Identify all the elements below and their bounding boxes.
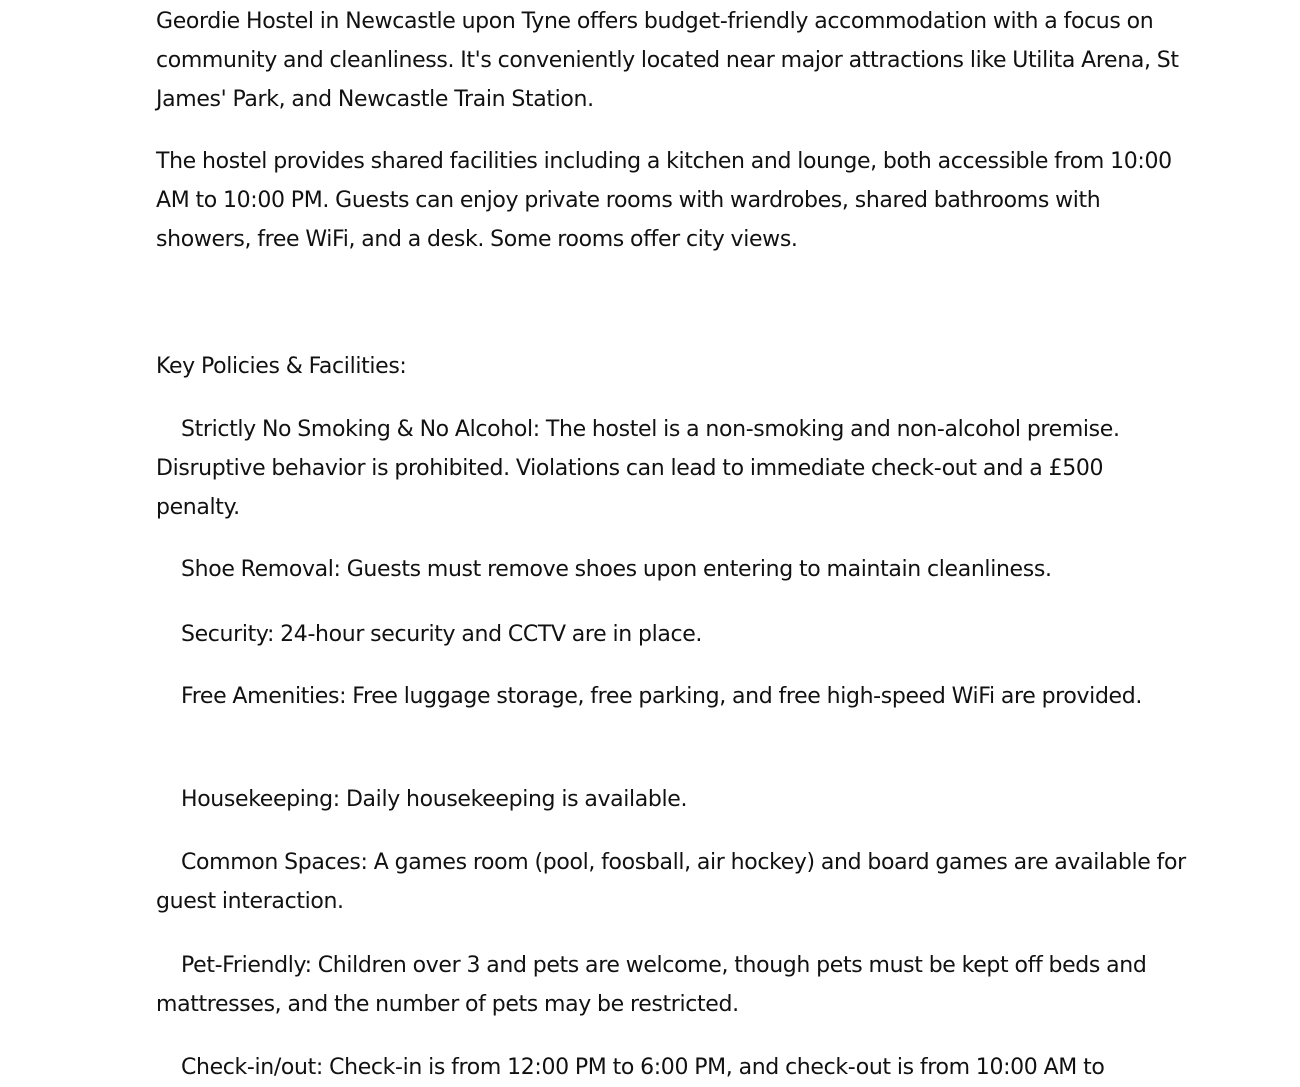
policy-housekeeping: Housekeeping: Daily housekeeping is available. <box>181 787 688 812</box>
policy-check-in-out: Check-in/out: Check-in is from 12:00 PM to 6:00 PM, and check-out is from 10:00 AM to <box>181 1055 1105 1080</box>
intro-paragraph-facilities: The hostel provides shared facilities including a kitchen and lounge, both accessible from 10:00 AM to 10:00 PM. Guests can enjoy private rooms with wardrobes, shared bathrooms with showers, free WiFi, and a desk. Some rooms offer city views. <box>156 149 1172 252</box>
policy-free-amenities: Free Amenities: Free luggage storage, free parking, and free high-speed WiFi are provided. <box>181 684 1142 709</box>
intro-paragraph-location: Geordie Hostel in Newcastle upon Tyne offers budget-friendly accommodation with a focus on community and cleanliness. It's conveniently located near major attractions like Utilita Arena, St James' Park, and Newcastle Train Station. <box>156 9 1179 112</box>
policy-shoe-removal: Shoe Removal: Guests must remove shoes upon entering to maintain cleanliness. <box>181 557 1052 582</box>
policy-security: Security: 24-hour security and CCTV are in place. <box>181 622 703 647</box>
policy-pet-friendly: Pet-Friendly: Children over 3 and pets are welcome, though pets must be kept off beds and mattresses, and the number of pets may be restricted. <box>156 953 1147 1017</box>
policy-no-smoking-alcohol: Strictly No Smoking & No Alcohol: The hostel is a non-smoking and non-alcohol premise. Disruptive behavior is prohibited. Violations can lead to immediate check-out and a £500 penalty. <box>156 417 1120 520</box>
policy-common-spaces: Common Spaces: A games room (pool, foosball, air hockey) and board games are available for guest interaction. <box>156 850 1186 914</box>
policies-heading: Key Policies & Facilities: <box>156 354 407 379</box>
